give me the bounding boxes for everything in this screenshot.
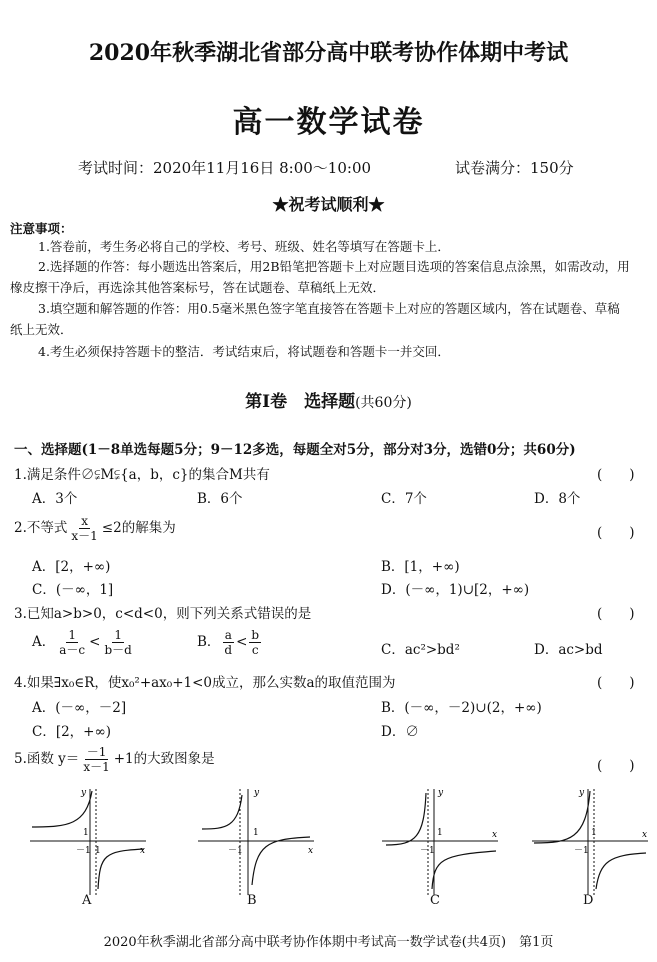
graph-b-label: B (247, 893, 257, 908)
note-item: 纸上无效． (10, 322, 73, 337)
graph-d-one: 1 (591, 828, 597, 838)
q3-option-d: D．ac>bd (534, 642, 603, 658)
answer-paren: ( ) (597, 758, 635, 774)
graph-a-one: 1 (83, 828, 89, 838)
q2-option-c: C．(－∞，1] (32, 582, 114, 598)
wish-line: ★祝考试顺利★ (272, 195, 385, 214)
exam-title: 2020年秋季湖北省部分高中联考协作体期中考试 (88, 40, 569, 66)
notes-title: 注意事项： (10, 221, 73, 236)
q2-option-b: B．[1，+∞) (381, 559, 460, 575)
graph-c-one: 1 (437, 828, 443, 838)
graph-d-y-label: y (579, 788, 585, 798)
q1-option-c: C．7个 (381, 491, 427, 507)
q1-option-d: D．8个 (534, 491, 581, 507)
note-item: 2.选择题的作答：每小题选出答案后，用2B铅笔把答题卡上对应题目选项的答案信息点涂黑，如需改动，用 (38, 259, 630, 274)
graph-a (28, 785, 148, 897)
graph-c-label: C (430, 893, 440, 908)
graph-b-y-label: y (254, 788, 260, 798)
graph-c-x-label: x (492, 830, 498, 840)
q4-option-a: A．(－∞，－2] (32, 700, 127, 716)
paper-subtitle: 高一数学试卷 (232, 105, 425, 140)
graph-c-neg-one: －1 (420, 846, 435, 856)
answer-paren: ( ) (597, 606, 635, 622)
graph-d-x-label: x (642, 830, 648, 840)
q3-option-a: A． $\frac{1}{a-c}$ < $\frac{1}{b-d}$ (32, 628, 132, 657)
graph-a-y-label: y (81, 788, 87, 798)
q4-option-c: C．[2，+∞) (32, 724, 112, 740)
q2-option-a: A．[2，+∞) (32, 559, 111, 575)
graph-d-neg-one: －1 (574, 846, 589, 856)
graph-d-label: D (583, 893, 594, 908)
answer-paren: ( ) (597, 525, 635, 541)
part-heading: 一、选择题(1－8单选每题5分；9－12多选，每题全对5分，部分对3分，选错0分；共60分) (14, 442, 576, 458)
q4-option-d: D．∅ (381, 724, 419, 740)
graph-b (196, 785, 316, 897)
graph-a-x-label: x (140, 846, 146, 856)
answer-paren: ( ) (597, 675, 635, 691)
graph-b-neg-one: －1 (228, 846, 243, 856)
exam-time: 考试时间：2020年11月16日 8:00～10:00 (78, 159, 372, 177)
section-title: 第Ⅰ卷 选择题(共60分) (245, 392, 412, 412)
full-score: 试卷满分：150分 (455, 159, 574, 177)
q1-option-a: A．3个 (32, 491, 78, 507)
graph-b-x-label: x (308, 846, 314, 856)
graph-d (530, 785, 650, 897)
question-2-stem: 2.不等式 $\frac{x}{x-1}$ ≤2的解集为 (14, 514, 176, 543)
graph-a-one-x: 1 (95, 846, 101, 856)
question-1-stem: 1.满足条件∅⫋M⫋{a，b，c}的集合M共有 (14, 467, 270, 483)
q4-option-b: B．(－∞，－2)∪(2，+∞) (381, 700, 542, 716)
question-3-stem: 3.已知a>b>0，c<d<0，则下列关系式错误的是 (14, 606, 312, 622)
graph-a-label: A (82, 893, 92, 908)
q1-option-b: B．6个 (197, 491, 243, 507)
graph-c (380, 785, 500, 897)
note-item: 1.答卷前，考生务必将自己的学校、考号、班级、姓名等填写在答题卡上． (38, 239, 450, 254)
note-item: 3.填空题和解答题的作答：用0.5毫米黑色签字笔直接答在答题卡上对应的答题区域内，答在试题卷、草稿 (38, 301, 620, 316)
note-item: 4.考生必须保持答题卡的整洁．考试结束后，将试题卷和答题卡一并交回． (38, 344, 450, 359)
q3-option-c: C．ac²>bd² (381, 642, 460, 658)
page-footer: 2020年秋季湖北省部分高中联考协作体期中考试高一数学试卷(共4页) 第1页 (103, 935, 554, 950)
answer-paren: ( ) (597, 467, 635, 483)
question-4-stem: 4.如果∃x₀∈R，使x₀²+ax₀+1<0成立，那么实数a的取值范围为 (14, 675, 396, 691)
graph-a-neg-one: －1 (76, 846, 91, 856)
q3-option-b: B． $\frac{a}{d}$ < $\frac{b}{c}$ (197, 628, 260, 657)
graph-c-y-label: y (438, 788, 444, 798)
graph-b-one: 1 (253, 828, 259, 838)
q2-option-d: D．(－∞，1)∪[2，+∞) (381, 582, 530, 598)
question-5-stem: 5.函数 y＝ $\frac{-1}{x-1}$ +1的大致图象是 (14, 745, 215, 774)
note-item: 橡皮擦干净后，再选涂其他答案标号，答在试题卷、草稿纸上无效． (10, 280, 386, 295)
